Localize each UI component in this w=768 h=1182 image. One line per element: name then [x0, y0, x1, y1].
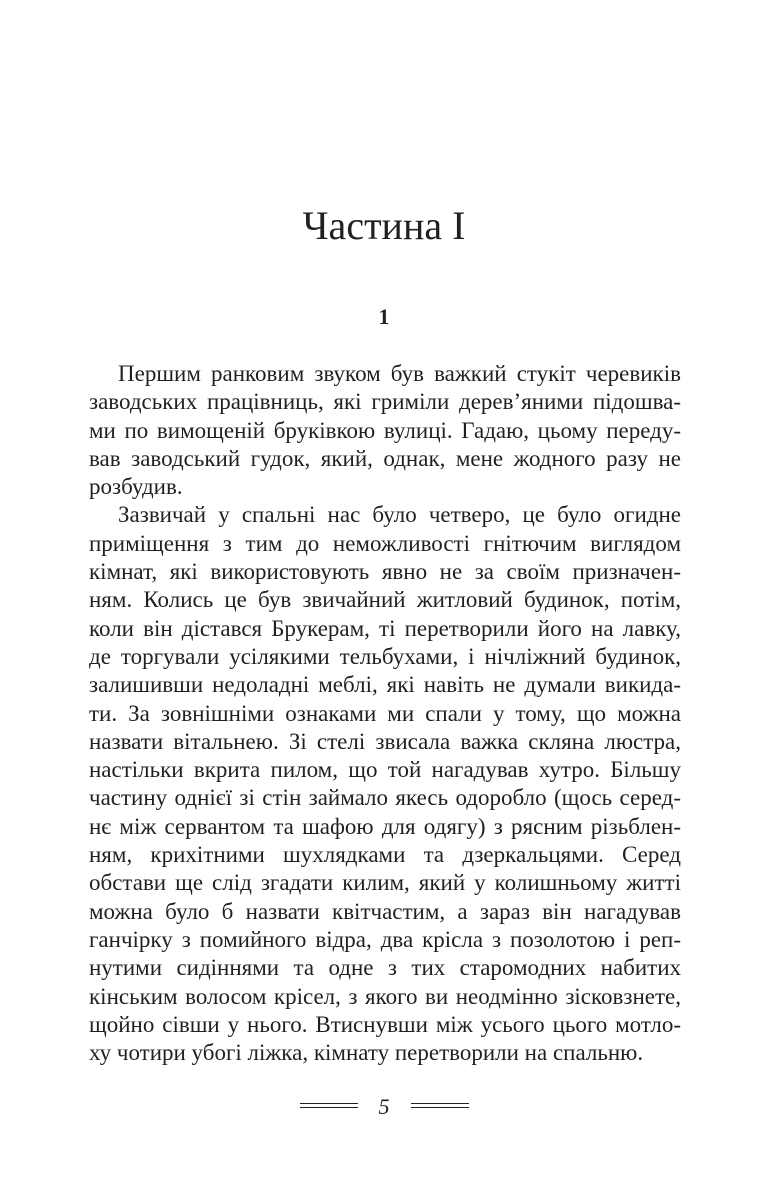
text-line: заводських працівниць, які гриміли дерев’яними підошва-	[89, 389, 681, 415]
text-line: обстави ще слід згадати килим, який у колишньому житті	[89, 870, 681, 896]
footer-right-double-rule	[411, 1103, 469, 1108]
chapter-text	[89, 360, 681, 1067]
text-line: настільки вкрита пилом, що той нагадував хутро. Більшу	[89, 757, 681, 783]
text-line: залишивши недоладні меблі, які навіть не думали викида-	[89, 672, 681, 698]
page-footer	[0, 1093, 768, 1121]
text-line: ганчірку з помийного відра, два крісла з позолотою і реп-	[89, 926, 681, 952]
text-line: де торгували усілякими тельбухами, і нічліжний будинок,	[89, 643, 681, 669]
text-line: назвати вітальнею. Зі стелі звисала важка скляна люстра,	[89, 728, 681, 754]
text-line: щойно сівши у нього. Втиснувши між усього цього мотло-	[89, 1011, 681, 1037]
text-line: ти. За зовнішніми ознаками ми спали у тому, що можна	[89, 700, 681, 726]
text-line: розбудив.	[89, 474, 183, 500]
text-line: Зазвичай у спальні нас було четверо, це було огидне	[118, 502, 681, 528]
text-line: ху чотири убогі ліжка, кімнату перетворили на спальню.	[89, 1040, 644, 1066]
text-line: частину однієї зі стін займало якесь одоробло (щось серед-	[89, 785, 681, 811]
text-line: вав заводський гудок, який, однак, мене жодного разу не	[89, 445, 681, 471]
text-line: нє між сервантом та шафою для одягу) з рясним різьблен-	[89, 813, 681, 839]
chapter-number: 1	[378, 304, 390, 329]
text-line: можна було б назвати квітчастим, а зараз він нагадував	[89, 898, 681, 924]
text-line: кінським волосом крісел, з якого ви неодмінно зісковзнете,	[89, 983, 681, 1009]
text-line: нутими сидіннями та одне з тих старомодних набитих	[89, 955, 681, 981]
text-line: ням, крихітними шухлядками та дзеркальцями. Серед	[89, 842, 681, 868]
text-line: приміщення з тим до неможливості гнітючим виглядом	[89, 530, 681, 556]
page-number: 5	[378, 1094, 390, 1119]
text-line: коли він дістався Брукерам, ті перетворили його на лавку,	[89, 615, 681, 641]
footer-left-double-rule	[300, 1103, 358, 1108]
part-title: Частина I	[302, 203, 466, 248]
text-line: ми по вимощеній бруківкою вулиці. Гадаю, цьому переду-	[89, 417, 681, 443]
text-line: ням. Колись це був звичайний житловий будинок, потім,	[89, 587, 681, 613]
text-line: кімнат, які використовують явно не за своїм призначен-	[89, 559, 681, 585]
text-line: Першим ранковим звуком був важкий стукіт черевиків	[118, 361, 681, 386]
